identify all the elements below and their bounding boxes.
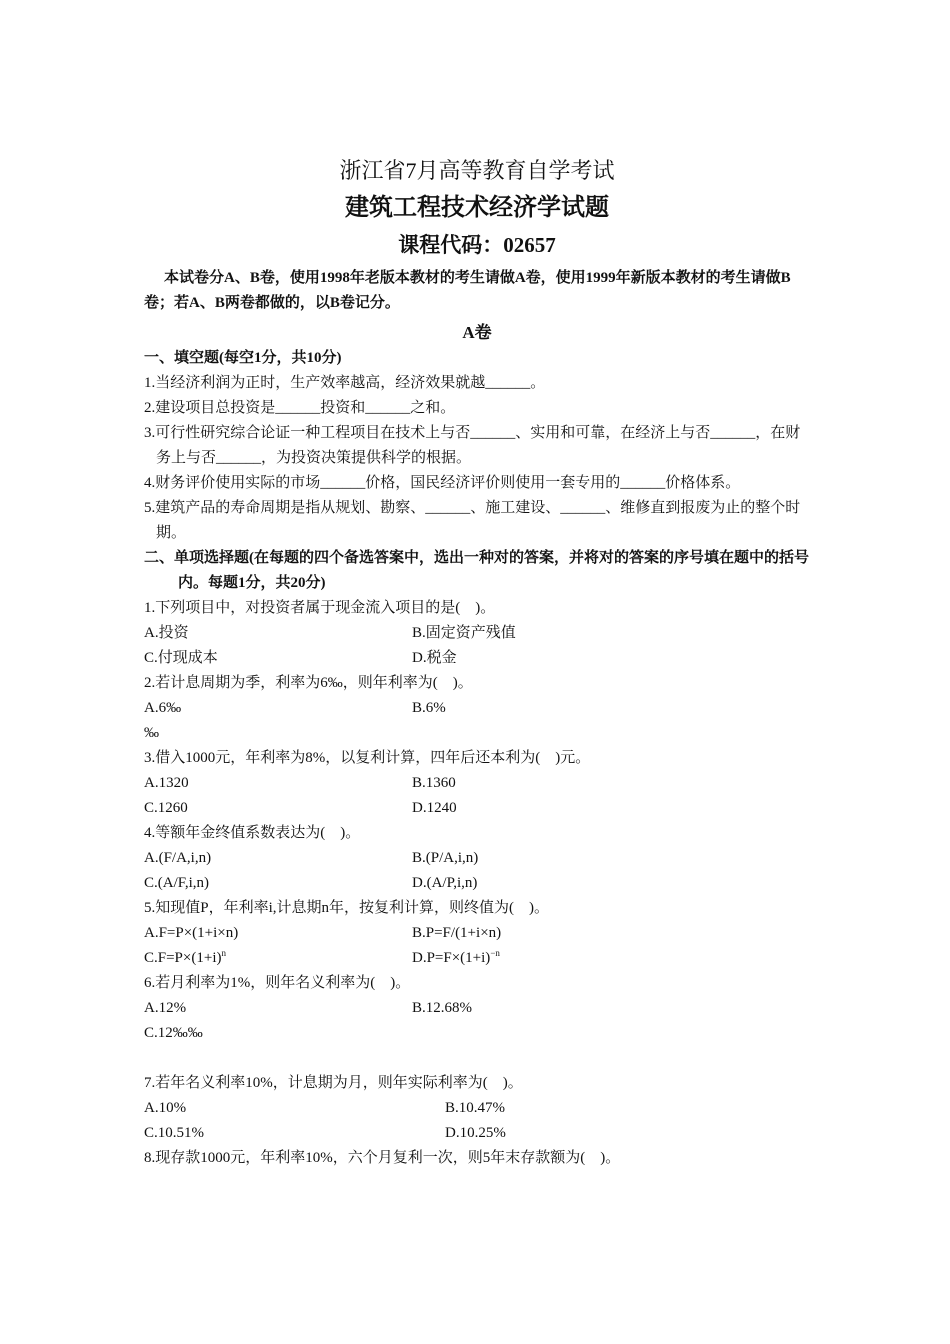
paper-a-label: A卷 — [462, 323, 492, 342]
choice-question-1: 1.下列项目中，对投资者属于现金流入项目的是( )。 — [144, 600, 496, 616]
option-a: A.10% — [144, 1100, 187, 1116]
option-a: A.12% — [144, 1000, 187, 1016]
option-d — [412, 946, 500, 971]
option-c — [144, 946, 412, 971]
option-b: B.6% — [412, 700, 446, 716]
option-d: D.(A/P,i,n) — [412, 875, 478, 891]
option-c: C.付现成本 — [144, 650, 218, 666]
option-d-exponent: −n — [490, 948, 500, 958]
choice-q6-option-c: C.12‰‰ — [144, 1025, 203, 1041]
option-a: A.F=P×(1+i×n) — [144, 925, 239, 941]
option-c: C.1260 — [144, 800, 188, 816]
option-b: B.P=F/(1+i×n) — [412, 925, 502, 941]
option-c-base: C.F=P×(1+i) — [144, 950, 222, 966]
option-b: B.固定资产残值 — [412, 625, 516, 641]
fill-question-2: 2.建设项目总投资是______投资和______之和。 — [144, 400, 456, 416]
option-c-exponent: n — [221, 948, 226, 958]
option-d: D.1240 — [412, 800, 457, 816]
choice-q7-row2 — [144, 1121, 810, 1146]
option-a: A.1320 — [144, 775, 189, 791]
option-a: A.6‰ — [144, 700, 182, 716]
choice-question-3: 3.借入1000元，年利率为8%，以复利计算，四年后还本利为( )元。 — [144, 750, 591, 766]
section1-heading: 一、填空题(每空1分，共10分) — [144, 350, 342, 366]
choice-q3-row1 — [144, 771, 810, 796]
choice-q4-row1 — [144, 846, 810, 871]
fill-question-1: 1.当经济利润为正时，生产效率越高，经济效果就越______。 — [144, 375, 546, 391]
option-a: A.(F/A,i,n) — [144, 850, 212, 866]
option-b: B.10.47% — [445, 1100, 505, 1116]
option-d-base: D.P=F×(1+i) — [412, 950, 491, 966]
option-a: A.投资 — [144, 625, 189, 641]
choice-q5-row1 — [144, 921, 810, 946]
fill-question-3: 3.可行性研究综合论证一种工程项目在技术上与否______、实用和可靠，在经济上与否______，在财务上与否______，为投资决策提供科学的根据。 — [144, 425, 801, 466]
exam-instructions: 本试卷分A、B卷，使用1998年老版本教材的考生请做A卷，使用1999年新版本教材的考生请做B卷；若A、B两卷都做的，以B卷记分。 — [144, 270, 791, 311]
choice-q5-row2 — [144, 946, 810, 971]
option-b: B.(P/A,i,n) — [412, 850, 479, 866]
exam-content — [144, 154, 810, 1171]
section2-heading: 二、单项选择题(在每题的四个备选答案中，选出一种对的答案，并将对的答案的序号填在题中的括号内。每题1分，共20分) — [144, 550, 809, 591]
option-c: C.10.51% — [144, 1125, 204, 1141]
exam-subject: 建筑工程技术经济学试题 — [345, 195, 609, 221]
choice-q1-row2 — [144, 646, 810, 671]
fill-question-5: 5.建筑产品的寿命周期是指从规划、勘察、______、施工建设、______、维修直到报废为止的整个时期。 — [144, 500, 801, 541]
choice-q2-row1 — [144, 696, 810, 721]
choice-question-6: 6.若月利率为1%，则年名义利率为( )。 — [144, 975, 411, 991]
choice-q1-row1 — [144, 621, 810, 646]
course-code: 课程代码：02657 — [398, 233, 556, 257]
exam-title: 浙江省7月高等教育自学考试 — [339, 158, 615, 183]
blank-line — [144, 1046, 810, 1071]
choice-question-4: 4.等额年金终值系数表达为( )。 — [144, 825, 361, 841]
option-d: D.税金 — [412, 650, 457, 666]
choice-q6-row1 — [144, 996, 810, 1021]
option-c: C.(A/F,i,n) — [144, 875, 210, 891]
option-b: B.12.68% — [412, 1000, 472, 1016]
choice-question-5: 5.知现值P，年利率i,计息期n年，按复利计算，则终值为( )。 — [144, 900, 550, 916]
choice-q3-row2 — [144, 796, 810, 821]
fill-question-4: 4.财务评价使用实际的市场______价格，国民经济评价则使用一套专用的______价格体系。 — [144, 475, 741, 491]
choice-q7-row1 — [144, 1096, 810, 1121]
option-d: D.10.25% — [445, 1125, 506, 1141]
choice-q4-row2 — [144, 871, 810, 896]
choice-question-7: 7.若年名义利率10%，计息期为月，则年实际利率为( )。 — [144, 1075, 523, 1091]
option-b: B.1360 — [412, 775, 456, 791]
choice-question-2: 2.若计息周期为季，利率为6‰，则年利率为( )。 — [144, 675, 473, 691]
choice-q2-stray-symbol: ‰ — [144, 725, 159, 741]
choice-question-8: 8.现存款1000元，年利率10%，六个月复利一次，则5年末存款额为( )。 — [144, 1150, 621, 1166]
